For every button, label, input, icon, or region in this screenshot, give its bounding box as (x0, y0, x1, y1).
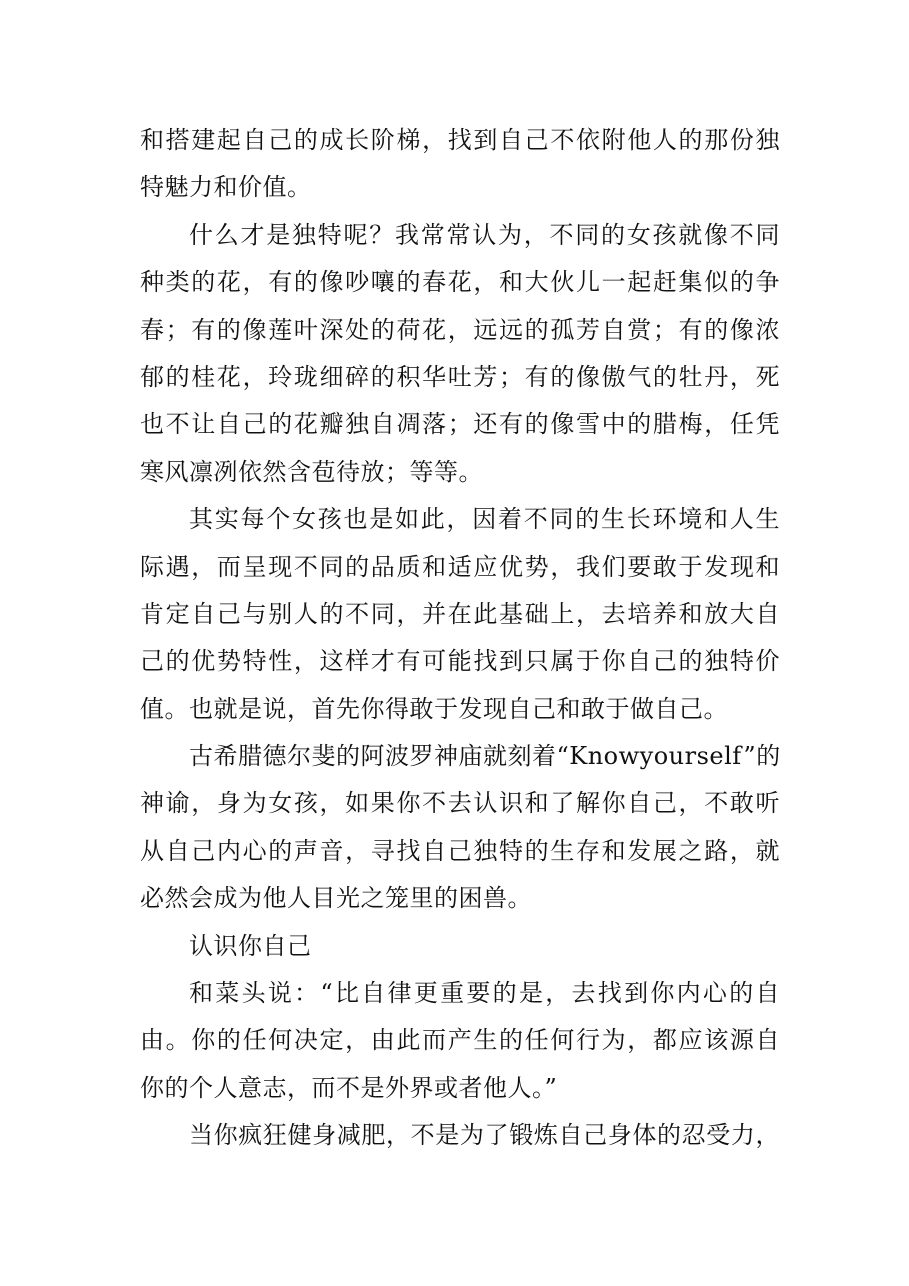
text-line: 己的优势特性，这样才有可能找到只属于你自己的独特价 (140, 647, 780, 676)
text-line: 特魅力和价值。 (140, 173, 312, 202)
text-line: 种类的花，有的像吵嚷的春花，和大伙儿一起赶集似的争 (140, 268, 780, 297)
text-line: 你的个人意志，而不是外界或者他人。” (140, 1073, 558, 1102)
paragraph-start-line: 什么才是独特呢？我常常认为，不同的女孩就像不同 (189, 220, 780, 249)
text-line: 郁的桂花，玲珑细碎的积华吐芳；有的像傲气的牡丹，死 (140, 362, 780, 391)
text-line: 值。也就是说，首先你得敢于发现自己和敢于做自己。 (140, 694, 728, 723)
document-body (140, 117, 780, 1160)
text-line: 春；有的像莲叶深处的荷花，远远的孤芳自赏；有的像浓 (140, 315, 780, 344)
section-heading: 认识你自己 (189, 931, 312, 960)
text-line: 必然会成为他人目光之笼里的困兽。 (140, 884, 532, 913)
text-line: 肯定自己与别人的不同，并在此基础上，去培养和放大自 (140, 599, 780, 628)
text-line: 寒风凛冽依然含苞待放；等等。 (140, 457, 483, 486)
text-line: 神谕，身为女孩，如果你不去认识和了解你自己，不敢听 (140, 789, 780, 818)
paragraph-start-line: 和菜头说：“比自律更重要的是，去找到你内心的自 (189, 979, 780, 1008)
text-line: 和搭建起自己的成长阶梯，找到自己不依附他人的那份独 (140, 126, 780, 154)
text-line: 也不让自己的花瓣独自凋落；还有的像雪中的腊梅，任凭 (140, 410, 780, 439)
paragraph-start-line: 当你疯狂健身减肥，不是为了锻炼自己身体的忍受力， (189, 1121, 780, 1150)
text-line: 由。你的任何决定，由此而产生的任何行为，都应该源自 (140, 1026, 780, 1055)
text-line: 从自己内心的声音，寻找自己独特的生存和发展之路，就 (140, 836, 780, 865)
paragraph-start-line: 其实每个女孩也是如此，因着不同的生长环境和人生 (189, 505, 780, 534)
paragraph-start-line: 古希腊德尔斐的阿波罗神庙就刻着“Knowyourself”的 (189, 742, 781, 771)
text-line: 际遇，而呈现不同的品质和适应优势，我们要敢于发现和 (140, 552, 780, 581)
